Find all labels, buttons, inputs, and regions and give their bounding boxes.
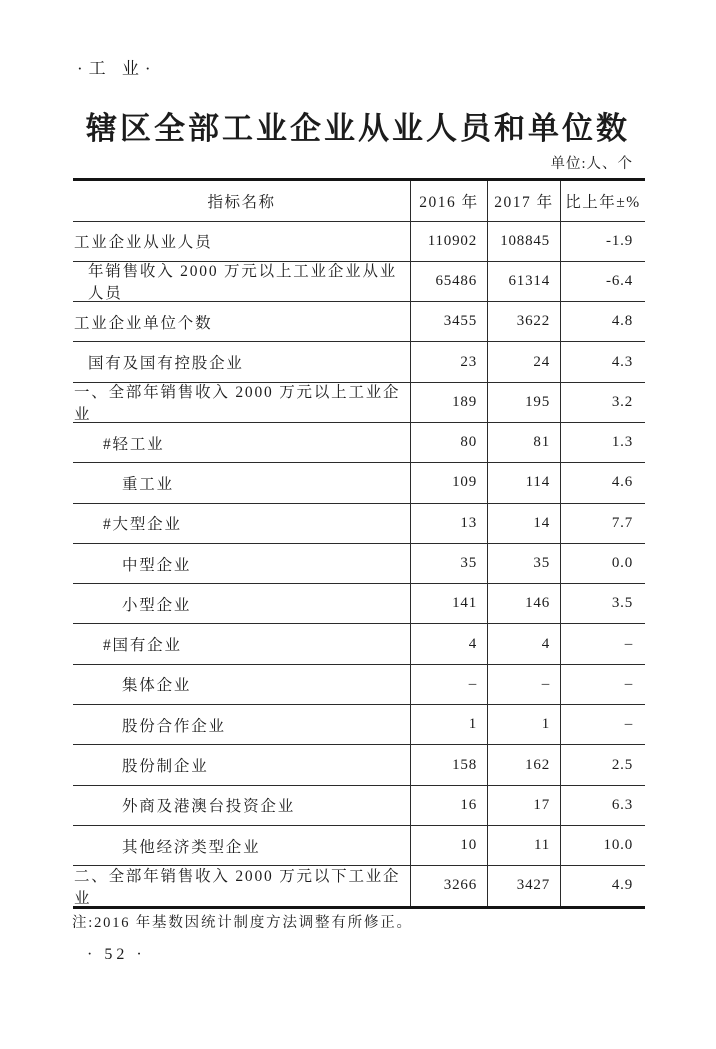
value-change: -6.4 xyxy=(560,262,645,301)
row-label: 重工业 xyxy=(122,475,174,493)
value-2017: 114 xyxy=(487,463,560,502)
value-2016: 23 xyxy=(410,342,487,381)
table-row xyxy=(73,543,645,583)
table-row xyxy=(73,301,645,341)
section-header: ·工 业· xyxy=(77,59,157,78)
table-row xyxy=(73,462,645,502)
value-2016: 80 xyxy=(410,423,487,462)
statistics-table xyxy=(73,178,645,909)
table-header-row xyxy=(73,181,645,221)
value-2016: 141 xyxy=(410,584,487,623)
table-row xyxy=(73,503,645,543)
table-row xyxy=(73,785,645,825)
value-2017: 35 xyxy=(487,544,560,583)
value-2016: 1 xyxy=(410,705,487,744)
value-2017: 17 xyxy=(487,786,560,825)
value-2016: – xyxy=(410,665,487,704)
row-label: 工业企业从业人员 xyxy=(74,234,213,252)
row-label: #轻工业 xyxy=(103,435,165,453)
value-2017: 108845 xyxy=(487,222,560,261)
value-change: -1.9 xyxy=(560,222,645,261)
table-row xyxy=(73,865,645,905)
value-2017: 14 xyxy=(487,504,560,543)
row-label: 国有及国有控股企业 xyxy=(88,355,244,373)
value-2016: 10 xyxy=(410,826,487,865)
table-row xyxy=(73,583,645,623)
table-row xyxy=(73,825,645,865)
value-2017: 162 xyxy=(487,745,560,784)
row-label: 小型企业 xyxy=(122,596,192,614)
table-row xyxy=(73,382,645,422)
row-label: 其他经济类型企业 xyxy=(122,838,261,856)
value-2016: 16 xyxy=(410,786,487,825)
table-row xyxy=(73,341,645,381)
value-change: 4.9 xyxy=(560,866,645,905)
column-header-2017: 2017 年 xyxy=(487,181,560,221)
value-change: 10.0 xyxy=(560,826,645,865)
row-label: 中型企业 xyxy=(122,556,192,574)
value-2016: 158 xyxy=(410,745,487,784)
table-row xyxy=(73,221,645,261)
column-header-2016: 2016 年 xyxy=(410,181,487,221)
row-label: 集体企业 xyxy=(122,677,192,695)
value-change: 3.2 xyxy=(560,383,645,422)
value-2017: 61314 xyxy=(487,262,560,301)
value-change: 4.8 xyxy=(560,302,645,341)
table-row xyxy=(73,422,645,462)
value-2017: – xyxy=(487,665,560,704)
value-change: – xyxy=(560,665,645,704)
row-label: 工业企业单位个数 xyxy=(74,314,213,332)
value-change: 6.3 xyxy=(560,786,645,825)
value-2017: 11 xyxy=(487,826,560,865)
value-2016: 35 xyxy=(410,544,487,583)
value-change: – xyxy=(560,624,645,663)
table-footnote: 注:2016 年基数因统计制度方法调整有所修正。 xyxy=(72,915,413,931)
value-change: 4.3 xyxy=(560,342,645,381)
value-change: 4.6 xyxy=(560,463,645,502)
value-2016: 13 xyxy=(410,504,487,543)
row-label: 股份制企业 xyxy=(122,758,209,775)
page-title: 辖区全部工业企业从业人员和单位数 xyxy=(86,111,630,146)
table-row xyxy=(73,261,645,301)
value-2017: 4 xyxy=(487,624,560,663)
value-2016: 109 xyxy=(410,463,487,502)
value-change: 7.7 xyxy=(560,504,645,543)
row-label: 一、全部年销售收入 2000 万元以上工业企业 xyxy=(74,384,401,422)
row-label: 二、全部年销售收入 2000 万元以下工业企业 xyxy=(74,867,401,906)
value-2016: 3455 xyxy=(410,302,487,341)
value-2017: 146 xyxy=(487,584,560,623)
value-2017: 81 xyxy=(487,423,560,462)
value-2017: 3622 xyxy=(487,302,560,341)
value-2016: 189 xyxy=(410,383,487,422)
value-2017: 1 xyxy=(487,705,560,744)
value-2017: 24 xyxy=(487,342,560,381)
column-header-indicator: 指标名称 xyxy=(207,193,276,211)
row-label: #大型企业 xyxy=(103,516,182,534)
row-label: 外商及港澳台投资企业 xyxy=(122,798,296,816)
row-label: 股份合作企业 xyxy=(122,717,226,735)
row-label: 年销售收入 2000 万元以上工业企业从业人员 xyxy=(88,263,398,302)
table-row xyxy=(73,744,645,784)
table-row xyxy=(73,664,645,704)
table-row xyxy=(73,623,645,663)
value-2017: 195 xyxy=(487,383,560,422)
unit-label: 单位:人、个 xyxy=(550,156,633,172)
value-2016: 4 xyxy=(410,624,487,663)
table-row xyxy=(73,704,645,744)
value-change: 1.3 xyxy=(560,423,645,462)
value-2016: 110902 xyxy=(410,222,487,261)
value-2016: 3266 xyxy=(410,866,487,905)
row-label: #国有企业 xyxy=(103,637,182,655)
value-2016: 65486 xyxy=(410,262,487,301)
value-change: – xyxy=(560,705,645,744)
page-number: · 52 · xyxy=(87,946,146,963)
value-2017: 3427 xyxy=(487,866,560,905)
value-change: 0.0 xyxy=(560,544,645,583)
column-header-change: 比上年±% xyxy=(560,181,645,221)
value-change: 2.5 xyxy=(560,745,645,784)
value-change: 3.5 xyxy=(560,584,645,623)
